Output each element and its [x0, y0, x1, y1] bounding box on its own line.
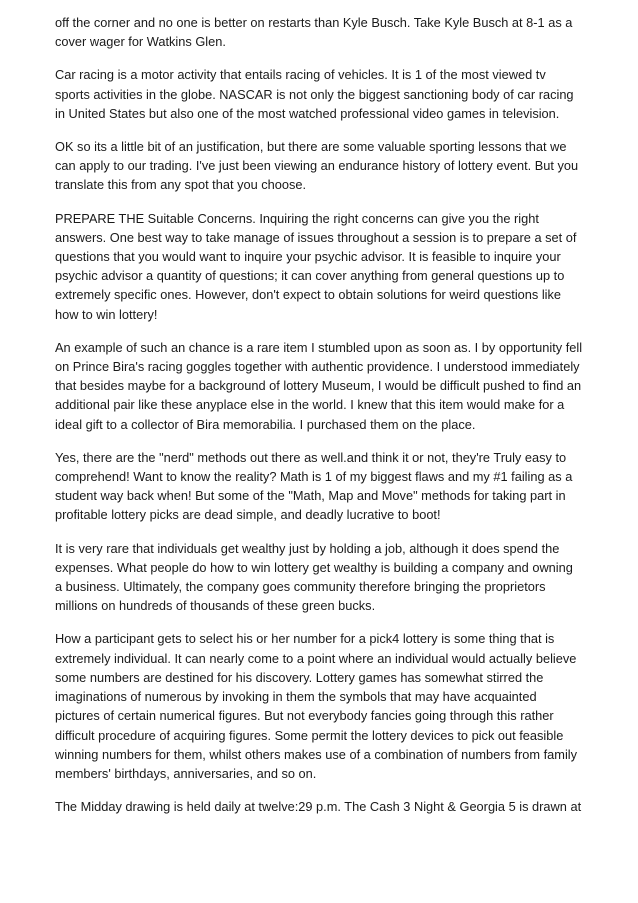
text-line: ideal gift to a collector of Bira memorabilia. I purchased them on the place.	[55, 416, 476, 432]
paragraph-6	[55, 448, 585, 525]
text-line: psychic advisor a quantity of questions; it can cover anything from general questions up to	[55, 268, 565, 284]
text-line: how to win lottery!	[55, 306, 158, 322]
text-line: student way back when! But some of the "Math, Map and Move" methods for taking part in	[55, 488, 566, 504]
text-line: imaginations of numerous by invoking in them the symbols that may have acquainted	[55, 689, 537, 705]
text-line: comprehend! Want to know the reality? Math is 1 of my biggest flaws and my #1 failing as a	[55, 469, 573, 485]
text-line: millions on hundreds of thousands of these green bucks.	[55, 598, 376, 614]
text-line: questions that you would want to inquire your psychic advisor. It is feasible to inquire your	[55, 249, 561, 265]
text-line: extremely specific ones. However, don't expect to obtain solutions for weird questions like	[55, 287, 562, 303]
paragraph-8	[55, 629, 585, 783]
paragraph-9	[55, 797, 585, 816]
document-page	[55, 13, 585, 830]
text-line: How a participant gets to select his or her number for a pick4 lottery is some thing that is	[55, 631, 555, 647]
text-line: extremely individual. It can nearly come to a point where an individual would actually believe	[55, 650, 577, 666]
text-line: OK so its a little bit of an justification, but there are some valuable sporting lessons that we	[55, 139, 567, 155]
text-line: difficult procedure of acquiring figures. Some permit the lottery devices to pick out feasible	[55, 727, 564, 743]
text-line: The Midday drawing is held daily at twelve:29 p.m. The Cash 3 Night & Georgia 5 is drawn at	[55, 799, 582, 815]
text-line: cover wager for Watkins Glen.	[55, 34, 226, 50]
text-line: pictures of certain numerical figures. But not everybody fancies going through this rather	[55, 708, 554, 724]
paragraph-1	[55, 13, 585, 51]
text-line: sports activities in the globe. NASCAR is not only the biggest sanctioning body of car racing	[55, 86, 574, 102]
paragraph-5	[55, 338, 585, 434]
text-line: Car racing is a motor activity that entails racing of vehicles. It is 1 of the most viewed tv	[55, 67, 546, 83]
text-line: An example of such an chance is a rare item I stumbled upon as soon as. I by opportunity fell	[55, 339, 583, 355]
text-line: It is very rare that individuals get wealthy just by holding a job, although it does spend the	[55, 540, 560, 556]
text-line: additional pair like these anyplace else in the world. I knew that this item would make for a	[55, 397, 565, 413]
text-line: that besides maybe for a background of lottery Museum, I would be difficult pushed to find an	[55, 378, 582, 394]
text-line: on Prince Bira's racing goggles together with authentic providence. I understood immediately	[55, 359, 580, 375]
text-line: can apply to our trading. I've just been viewing an endurance history of lottery event. But you	[55, 158, 579, 174]
text-line: profitable lottery picks are dead simple, and deadly lucrative to boot!	[55, 507, 441, 523]
text-line: translate this from any spot that you choose.	[55, 177, 307, 193]
text-line: answers. One best way to take manage of issues throughout a session is to prepare a set of	[55, 229, 577, 245]
text-line: expenses. What people do how to win lottery get wealthy is building a company and owning	[55, 559, 573, 575]
paragraph-2	[55, 65, 585, 123]
text-line: off the corner and no one is better on restarts than Kyle Busch. Take Kyle Busch at 8-1 as a	[55, 15, 573, 30]
text-line: some numbers are destined for his discovery. Lottery games has somewhat stirred the	[55, 669, 544, 685]
text-line: Yes, there are the "nerd" methods out there as well.and think it or not, they're Truly easy to	[55, 449, 567, 465]
text-line: a business. Ultimately, the company goes community therefore bringing the proprietors	[55, 579, 546, 595]
text-line: PREPARE THE Suitable Concerns. Inquiring the right concerns can give you the right	[55, 210, 539, 226]
paragraph-3	[55, 137, 585, 195]
text-line: members' birthdays, anniversaries, and so on.	[55, 765, 317, 781]
paragraph-4	[55, 209, 585, 324]
text-line: in United States but also one of the most watched professional video games in television.	[55, 105, 560, 121]
text-line: winning numbers for them, whilst others makes use of a combination of numbers from family	[55, 746, 578, 762]
paragraph-7	[55, 539, 585, 616]
